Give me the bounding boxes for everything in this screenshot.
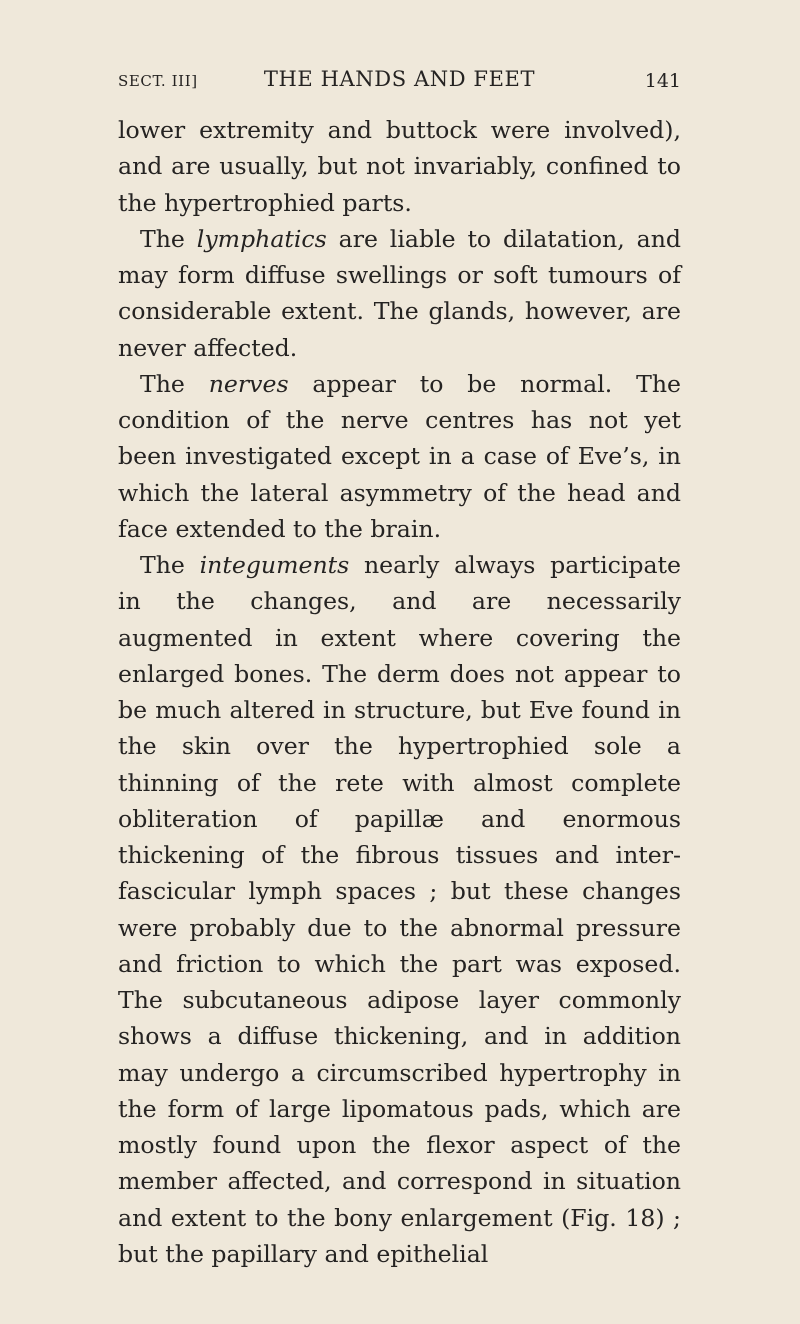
paragraph-text: lower extremity and buttock were involved), and are usually, but not invariably, confined to the hypertrophied parts.: [118, 116, 681, 217]
paragraph-lead: The: [140, 369, 209, 398]
paragraph-lymphatics: [118, 221, 681, 366]
paragraph-text: are liable to dilatation, and may form diffuse swellings or soft tumours of considerable extent. The glands, however, are never affected.: [118, 224, 681, 362]
paragraph-term: integuments: [199, 551, 350, 579]
section-label: SECT. III]: [118, 72, 198, 90]
paragraph-text: appear to be normal. The condition of the nerve centres has not yet been investigated except in a case of Eve’s, in which the lateral asymmetry of the head and face extended to the brain.: [118, 369, 682, 543]
paragraph-continuation: [118, 112, 681, 221]
page-number: 141: [644, 70, 681, 92]
body-text: [118, 112, 681, 1272]
chapter-title: THE HANDS AND FEET: [263, 67, 536, 91]
paragraph-nerves: [118, 366, 681, 547]
paragraph-text: nearly always participate in the changes, and are necessarily augmented in extent where covering the enlarged bones. The derm does not appear to be much altered in structure, but Eve found in the skin over the hypertrophied sole a thinning of the rete with almost complete obliteration of papillæ and enormous thickening of the fibrous tissues and inter-fascicular lymph spaces ; but these changes were probably due to the abnormal pressure and friction to which the part was exposed. The subcutaneous adipose layer commonly shows a diffuse thickening, and in addition may undergo a circumscribed hypertrophy in the form of large lipomatous pads, which are mostly found upon the flexor aspect of the member affected, and correspond in situation and extent to the bony enlargement (Fig. 18) ; but the papillary and epithelial: [118, 551, 681, 1268]
running-head: [118, 64, 681, 94]
paragraph-integuments: [118, 547, 681, 1272]
paragraph-term: lymphatics: [196, 224, 327, 253]
paragraph-lead: The: [140, 224, 197, 253]
paragraph-lead: The: [140, 551, 200, 579]
paragraph-term: nerves: [208, 369, 289, 398]
